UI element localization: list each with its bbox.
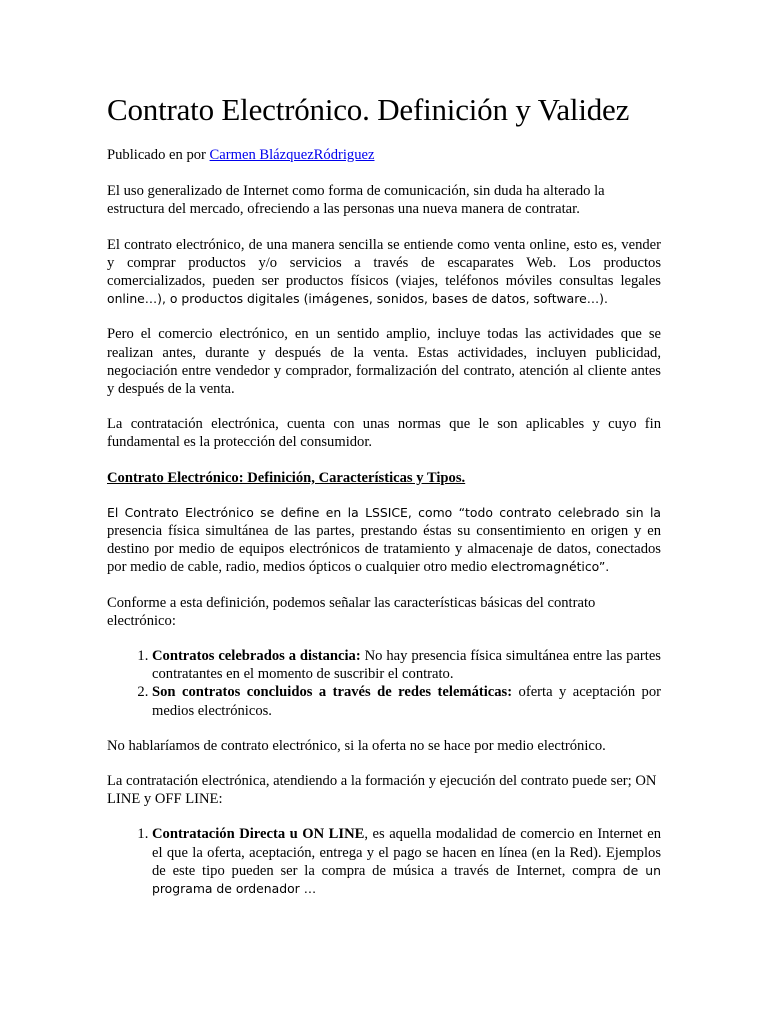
list-item [152,683,661,719]
contract-types-list [107,825,661,898]
byline-prefix: Publicado en por [107,147,210,163]
list-item-text: oferta y aceptación por medios electrónicos. [152,684,662,719]
list-item [152,647,661,683]
list-item-text: , es aquella modalidad de comercio en Internet en el que la oferta, aceptación, entrega y el pago se hacen en línea (en la Red). Ejemplos de este tipo pueden ser la compra de música a través de Internet, compra [152,826,661,879]
paragraph-regulation: La contratación electrónica, cuenta con unas normas que le son aplicables y cuyo fin fundamental es la protección del consumidor. [107,416,661,451]
lssice-body: presencia física simultánea de las partes, prestando éstas su consentimiento en origen y en destino por medio de equipos electrónicos de tratamiento y almacenaje de datos, conectados por medio de cable, radio, medios ópticos o cualquier otro medio [107,523,661,576]
paragraph-definition-text: El contrato electrónico, de una manera sencilla se entiende como venta online, esto es, vender y comprar productos y/o servicios a través de escaparates Web. Los productos comercializados, pueden ser productos físicos (viajes, teléfonos móviles consultas legales [107,236,661,290]
list-item-bold: Contratación Directa u ON LINE [152,826,365,843]
list-item [152,825,661,898]
list-item-bold: Contratos celebrados a distancia: [152,648,361,665]
paragraph-online-offline: La contratación electrónica, atendiendo a la formación y ejecución del contrato puede ser; ON LINE y OFF LINE: [107,773,657,808]
list-item-bold: Son contratos concluidos a través de redes telemáticas: [152,684,513,701]
paragraph-commerce: Pero el comercio electrónico, en un sentido amplio, incluye todas las actividades que se realizan antes, durante y después de la venta. Estas actividades, incluyen publicidad, negociación entre vendedor y comprador, formalización del contrato, atención al cliente antes y después de la venta. [107,326,661,398]
lssice-tail: electromagnético”. [490,559,610,575]
paragraph-definition-tail: online…), o productos digitales (imágenes, sonidos, bases de datos, software…). [107,291,608,307]
section-heading: Contrato Electrónico: Definición, Características y Tipos. [107,469,466,486]
characteristics-list [107,647,661,720]
paragraph-lssice [107,504,661,577]
byline [107,146,661,164]
lssice-intro: El Contrato Electrónico se define en la LSSICE, como “todo contrato celebrado sin la [107,504,661,520]
article [107,90,661,898]
page-title: Contrato Electrónico. Definición y Validez [107,92,630,127]
author-link[interactable]: Carmen BlázquezRódriguez [209,147,375,163]
list-item-tail: de un programa de ordenador … [152,862,661,897]
paragraph-definition [107,236,661,309]
paragraph-electronic-offer: No hablaríamos de contrato electrónico, si la oferta no se hace por medio electrónico. [107,737,606,754]
list-item-text: No hay presencia física simultánea entre las partes contratantes en el momento de suscribir el contrato. [152,648,661,683]
paragraph-characteristics: Conforme a esta definición, podemos señalar las características básicas del contrato electrónico: [107,594,596,629]
paragraph-intro: El uso generalizado de Internet como forma de comunicación, sin duda ha alterado la estructura del mercado, ofreciendo a las personas una nueva manera de contratar. [107,183,605,218]
